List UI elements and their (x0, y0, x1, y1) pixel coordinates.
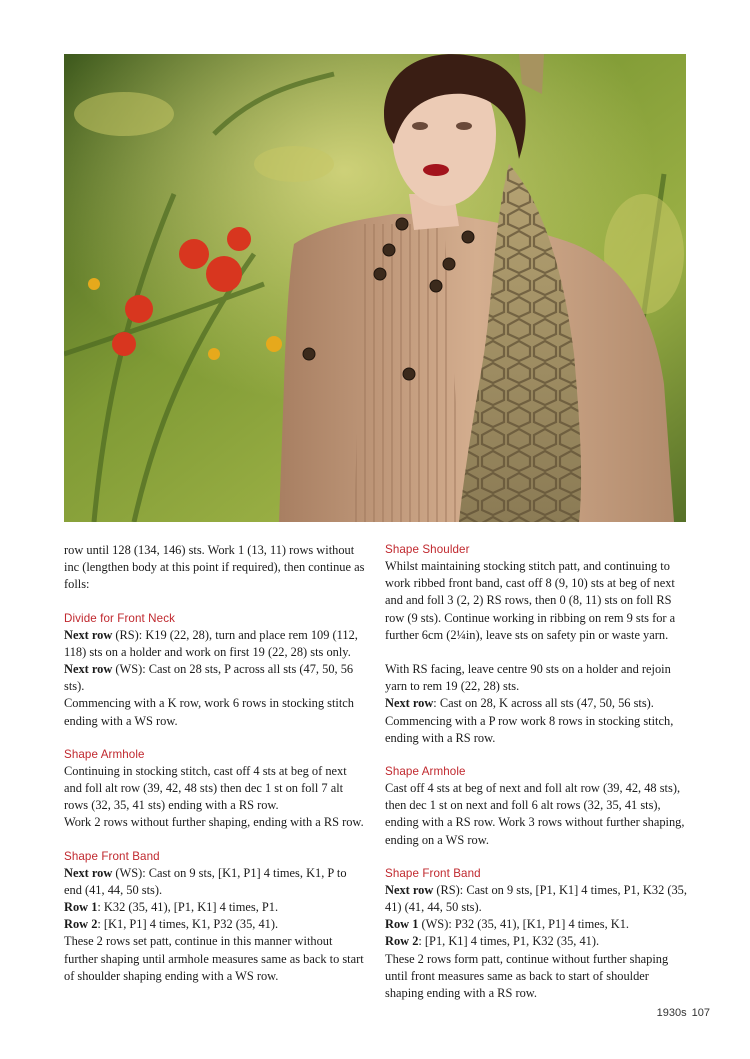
row-1-text: (WS): P32 (35, 41), [K1, P1] 4 times, K1. (418, 917, 630, 932)
paragraph-intro: row until 128 (134, 146) sts. Work 1 (13, 11) rows without inc (lengthen body at this point if required), then continue as folls: (64, 543, 365, 592)
next-row-label: Next row (385, 882, 434, 897)
row-2-text: : [K1, P1] 4 times, K1, P32 (35, 41). (97, 917, 279, 932)
next-row-text: : Cast on 28, K across all sts (47, 50, 56 sts). (433, 696, 654, 711)
hero-photo (64, 54, 686, 522)
paragraph-next-row (385, 695, 687, 712)
next-row-label: Next row (64, 865, 113, 880)
heading-shape-armhole: Shape Armhole (64, 747, 145, 761)
heading-shape-armhole: Shape Armhole (385, 765, 466, 779)
next-row-text: (WS): Cast on 28 sts, P across all sts (47, 50, 56 sts). (64, 662, 354, 694)
knitwear-photo-illustration (64, 54, 686, 522)
page-number: 107 (691, 1007, 710, 1019)
row-2-text: : [P1, K1] 4 times, P1, K32 (35, 41). (418, 934, 600, 949)
heading-shape-front-band: Shape Front Band (385, 866, 481, 880)
paragraph-band-next-row (385, 882, 687, 916)
page-footer (600, 1007, 710, 1019)
paragraph-commencing: Commencing with a P row work 8 rows in stocking stitch, ending with a RS row. (385, 713, 674, 745)
next-row-text: (RS): K19 (22, 28), turn and place rem 109 (112, 118) sts on a holder and work on first 19 (22, 28) sts only. (64, 627, 358, 659)
paragraph-band-end: These 2 rows set patt, continue in this manner without further shaping until armhole measures same as back to start of shoulder shaping ending with a WS row. (64, 934, 364, 983)
paragraph-armhole: Cast off 4 sts at beg of next and foll alt row (39, 42, 48 sts), then dec 1 st on next and foll 6 alt rows (32, 35, 41 sts), ending with a RS row. Work 3 rows without further shaping, ending on a WS row. (385, 781, 685, 847)
paragraph-commencing: Commencing with a K row, work 6 rows in stocking stitch ending with a WS row. (64, 696, 354, 728)
paragraph-next-row-ws (64, 661, 366, 695)
heading-shape-front-band: Shape Front Band (64, 849, 160, 863)
paragraph-row-1 (64, 899, 366, 916)
paragraph-row-2 (64, 916, 366, 933)
paragraph-next-row-rs (64, 627, 366, 661)
footer-section: 1930s (656, 1007, 687, 1019)
paragraph-row-2 (385, 933, 687, 950)
paragraph-band-next-row (64, 865, 366, 899)
row-2-label: Row 2 (64, 917, 98, 932)
next-row-label: Next row (64, 662, 113, 677)
instructions-left-column (64, 542, 366, 985)
paragraph-armhole-2: Work 2 rows without further shaping, ending with a RS row. (64, 815, 364, 830)
paragraph-shoulder: Whilst maintaining stocking stitch patt, and continuing to work ribbed front band, cast off 8 (9, 10) sts at beg of next and and foll 3 (2, 2) RS rows, then 0 (8, 11) sts on foll RS row (9 sts). Continue working in ribbing on rem 9 sts for a further 6cm (2¼in), leave sts on safety pin or waste yarn. (385, 559, 676, 642)
instructions-right-column (385, 542, 687, 1002)
paragraph-row-1 (385, 916, 687, 933)
heading-divide-front-neck: Divide for Front Neck (64, 611, 175, 625)
row-1-text: : K32 (35, 41), [P1, K1] 4 times, P1. (97, 900, 279, 915)
paragraph-rs-facing: With RS facing, leave centre 90 sts on a holder and rejoin yarn to rem 19 (22, 28) sts. (385, 662, 671, 694)
next-row-label: Next row (64, 627, 113, 642)
row-1-label: Row 1 (64, 900, 98, 915)
next-row-text: (RS): Cast on 9 sts, [P1, K1] 4 times, P1, K32 (35, 41) (41, 44, 50 sts). (385, 882, 687, 915)
paragraph-band-end: These 2 rows form patt, continue without further shaping until front measures same as back to start of shoulder shaping ending with a RS row. (385, 951, 669, 1001)
next-row-label: Next row (385, 696, 434, 711)
row-2-label: Row 2 (385, 934, 419, 949)
next-row-text: (WS): Cast on 9 sts, [K1, P1] 4 times, K1, P to end (41, 44, 50 sts). (64, 865, 347, 897)
paragraph-armhole: Continuing in stocking stitch, cast off 4 sts at beg of next and foll alt row (39, 42, 48 sts) then dec 1 st on foll 7 alt rows (32, 35, 41 sts) ending with a RS row. (64, 763, 347, 813)
row-1-label: Row 1 (385, 917, 419, 932)
heading-shape-shoulder: Shape Shoulder (385, 543, 470, 556)
